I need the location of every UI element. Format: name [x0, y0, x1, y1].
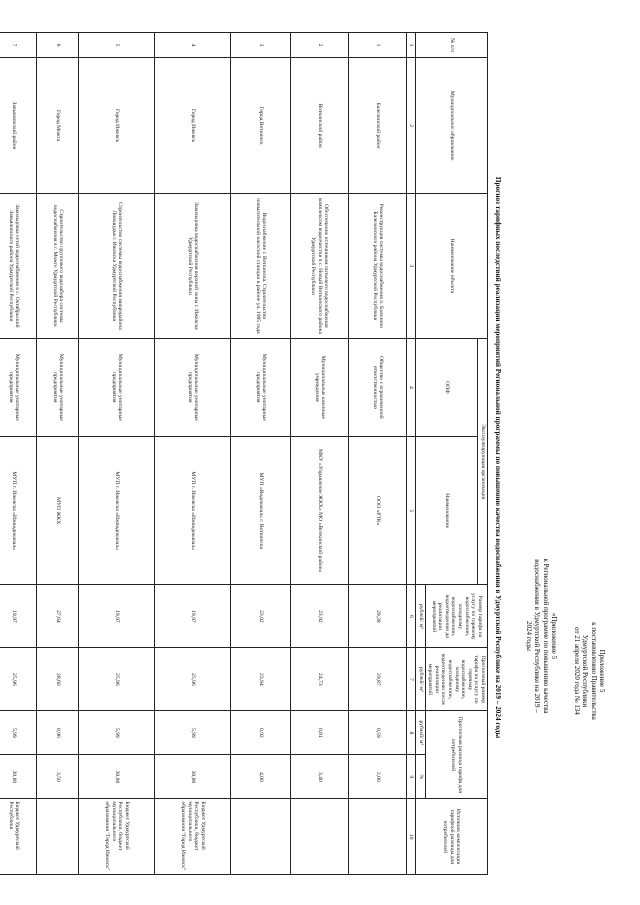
header-unit: рублей/ м³ — [416, 585, 426, 648]
cell-tariff-current: 23,02 — [231, 585, 291, 648]
col-number: 10 — [407, 799, 416, 875]
tariff-table — [0, 32, 488, 875]
table-row — [79, 33, 155, 875]
col-number: 9 — [407, 755, 416, 799]
cell-diff-pct: 3,40 — [291, 755, 349, 799]
col-number: 8 — [407, 711, 416, 755]
cell-funding — [291, 799, 349, 875]
table-row — [349, 33, 407, 875]
cell-num: 5 — [79, 33, 155, 58]
cell-tariff-current: 19,97 — [0, 585, 37, 648]
col-number: 7 — [407, 648, 416, 711]
cell-object: Закольцовка сетей водоснабжения в с. Октябрьский Завьяловского района Удмуртской Республики — [0, 194, 37, 339]
header-unit: рублей/ м³ — [416, 648, 426, 711]
appendix-line: водоснабжения в Удмуртской Республике на 2019 – — [533, 559, 542, 713]
cell-num: 6 — [37, 33, 79, 58]
cell-funding — [349, 799, 407, 875]
appendix-line: к постановлению Правительства — [589, 622, 598, 720]
cell-diff-pct: 30,00 — [155, 755, 231, 799]
col-number: 1 — [407, 33, 416, 58]
cell-org: МУП ЖКХ — [37, 436, 79, 585]
cell-diff-rub: 5,99 — [155, 711, 231, 755]
cell-tariff-current: 19,97 — [155, 585, 231, 648]
cell-municipality: Город Можга — [37, 58, 79, 194]
cell-object: Водоснабжение г. Воткинска. Строительство повысительной насосной станции в районе ул. 1905 года — [231, 194, 291, 339]
col-number: 4 — [407, 338, 416, 436]
table-row — [231, 33, 291, 875]
cell-funding: Бюджет Удмуртской Республики, бюджет муниципального образования "Город Ижевск" — [79, 799, 155, 875]
cell-funding: Бюджет Удмуртской Республики, бюджет муниципального образования "Город Ижевск" — [155, 799, 231, 875]
cell-municipality: Балезинский район — [349, 58, 407, 194]
col-number: 3 — [407, 194, 416, 339]
appendix-line: «Приложение 5 — [550, 612, 558, 660]
cell-org: МУП г. Ижевска «Ижводоканал» — [0, 436, 37, 585]
cell-org: МУП г. Ижевска «Ижводоканал» — [79, 436, 155, 585]
header-municipality: Муниципальное образование — [416, 58, 488, 194]
cell-num: 3 — [231, 33, 291, 58]
header-tariff-current: Размер тарифа на услугу по горячему водоснабжению, холодному водоснабжению, водоотведению до реализации мероприятий — [425, 585, 487, 648]
cell-tariff-forecast: 24,73 — [291, 648, 349, 711]
tariff-table-wrapper — [0, 32, 488, 875]
cell-org: МКУ «Управление ЖКХ» МО «Воткинский район» — [291, 436, 349, 585]
cell-diff-rub: 5,99 — [0, 711, 37, 755]
header-funding: Источник компенсации тарифной разницы для потребителей — [416, 799, 488, 875]
cell-tariff-current: 27,64 — [37, 585, 79, 648]
cell-funding — [231, 799, 291, 875]
cell-org: ООО «РТК» — [349, 436, 407, 585]
cell-num: 4 — [155, 33, 231, 58]
cell-object: Строительство системы водоснабжения микрорайона Люкшудья г. Ижевска Удмуртской Республики — [79, 194, 155, 339]
col-number: 2 — [407, 58, 416, 194]
appendix-line: Приложение 5 — [598, 649, 606, 693]
appendix-line: от 21 апреля 2020 года № 134 — [572, 627, 581, 715]
header-opf: ОПФ — [416, 338, 478, 436]
col-number: 6 — [407, 585, 416, 648]
header-unit: рублей/ м³ — [416, 711, 426, 755]
cell-diff-rub: 0,59 — [349, 711, 407, 755]
appendix-line: Удмуртской Республики — [581, 634, 590, 708]
header-unit-pct: % — [416, 755, 426, 799]
cell-municipality: Воткинский район — [291, 58, 349, 194]
header-org-name: Наименование — [416, 436, 478, 585]
cell-funding — [37, 799, 79, 875]
cell-object: Обеспечение источником питьевого водоснабжения комплексом водоочистки в с. Новый Воткинского района Удмуртской Республики — [291, 194, 349, 339]
cell-diff-pct: 30,00 — [0, 755, 37, 799]
col-number: 5 — [407, 436, 416, 585]
cell-num: 1 — [349, 33, 407, 58]
cell-tariff-forecast: 23,94 — [231, 648, 291, 711]
cell-num: 7 — [0, 33, 37, 58]
cell-object: Строительство группового водозабора системы водоснабжения в г. Можге Удмуртской Республики — [37, 194, 79, 339]
cell-org: МУП г. Ижевска «Ижводоканал» — [155, 436, 231, 585]
cell-diff-pct: 30,00 — [79, 755, 155, 799]
cell-object: Реконструкция системы водоснабжения п. Балезино Балезинского района Удмуртской Республики — [349, 194, 407, 339]
cell-tariff-forecast: 28,60 — [37, 648, 79, 711]
cell-tariff-current: 29,28 — [349, 585, 407, 648]
cell-opf: Общество с ограниченной ответственностью — [349, 338, 407, 436]
header-operator: Эксплуатирующая организация — [478, 338, 488, 585]
document-title: Прогноз тарифных последствий реализации мероприятий Региональной программы по повышению качества водоснабжения в Удмуртской Республике на 2019 – 2024 годы — [494, 176, 502, 739]
cell-opf: Муниципальные унитарные предприятия — [37, 338, 79, 436]
cell-tariff-current: 23,92 — [291, 585, 349, 648]
cell-tariff-forecast: 25,96 — [155, 648, 231, 711]
table-row — [155, 33, 231, 875]
header-num: № п/п — [416, 33, 488, 58]
cell-opf: Муниципальные унитарные предприятия — [79, 338, 155, 436]
cell-diff-rub: 0,92 — [231, 711, 291, 755]
cell-tariff-forecast: 25,96 — [0, 648, 37, 711]
cell-funding: Бюджет Удмуртской Республики — [0, 799, 37, 875]
cell-tariff-forecast: 25,96 — [79, 648, 155, 711]
appendix-line: к Региональной программе по повышению качества — [541, 558, 550, 714]
table-row — [37, 33, 79, 875]
program-appendix-header — [524, 451, 558, 821]
cell-diff-pct: 2,00 — [349, 755, 407, 799]
cell-tariff-forecast: 29,87 — [349, 648, 407, 711]
appendix-line: 2024 годы — [524, 620, 533, 651]
cell-object: Закольцовка водоснабжения верхней зоны г. Ижевска Удмуртской Республики — [155, 194, 231, 339]
cell-tariff-current: 19,97 — [79, 585, 155, 648]
cell-diff-pct: 3,50 — [37, 755, 79, 799]
cell-municipality: Завьяловский район — [0, 58, 37, 194]
cell-municipality: Город Ижевск — [155, 58, 231, 194]
cell-municipality: Город Воткинск — [231, 58, 291, 194]
cell-diff-rub: 5,99 — [79, 711, 155, 755]
cell-num: 2 — [291, 33, 349, 58]
cell-opf: Муниципальные унитарные предприятия — [155, 338, 231, 436]
table-row — [0, 33, 37, 875]
cell-municipality: Город Ижевск — [79, 58, 155, 194]
cell-opf: Муниципальные унитарные предприятия — [231, 338, 291, 436]
cell-opf: Муниципальные унитарные предприятия — [0, 338, 37, 436]
header-tariff-forecast: Прогнозный размер тарифа на услугу по горячему водоснабжению, холодному водоснабжению, водоотведению после реализации мероприятий — [425, 648, 487, 711]
header-tariff-change: Прогнозная разница тарифа для потребителей — [425, 711, 487, 799]
cell-diff-rub: 0,96 — [37, 711, 79, 755]
cell-org: МУП «Водоканал» г. Воткинска — [231, 436, 291, 585]
cell-diff-rub: 0,81 — [291, 711, 349, 755]
cell-diff-pct: 4,00 — [231, 755, 291, 799]
appendix-header — [572, 521, 606, 821]
table-row — [291, 33, 349, 875]
header-object: Наименование объекта — [416, 194, 488, 339]
cell-opf: Муниципальные казенные учреждения — [291, 338, 349, 436]
